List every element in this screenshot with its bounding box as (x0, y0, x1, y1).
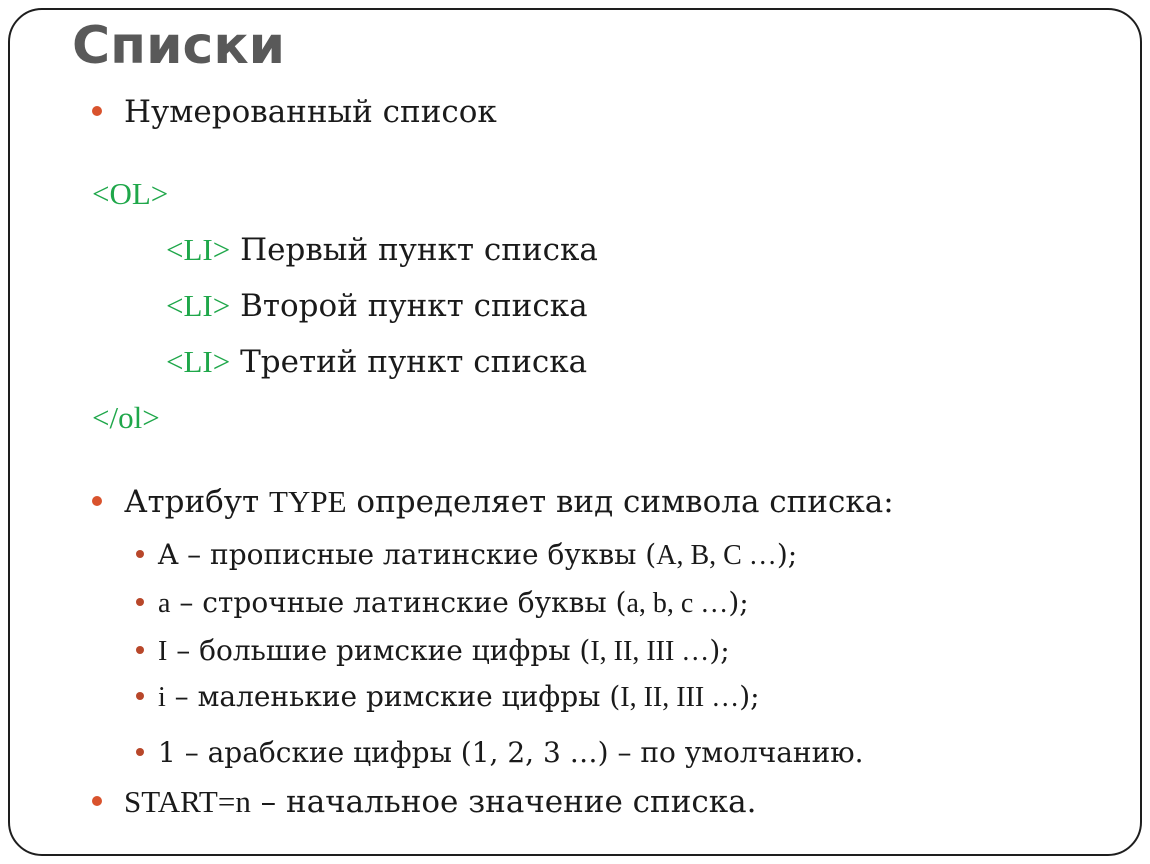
dash: – (170, 586, 203, 619)
attr-start: START=n (124, 784, 251, 819)
type-key: i (158, 682, 166, 713)
li-text: Второй пункт списка (230, 288, 588, 324)
dash: – (167, 634, 200, 667)
subitem-end: ); (776, 538, 798, 571)
dash: – (178, 538, 211, 571)
slide-title: Списки (72, 16, 286, 76)
subitem-text: строчные латинские буквы ( (202, 586, 627, 619)
bullet-text: Атрибут (124, 484, 270, 520)
bullet-start-attribute (92, 784, 756, 820)
example: I, II, III … (590, 636, 710, 667)
bullet-text: определяет вид символа списка: (346, 484, 894, 520)
slide-frame (8, 8, 1142, 856)
subitem-text: 1 – арабские цифры (1, 2, 3 …) – по умолчанию. (158, 736, 864, 769)
tag-li: <LI> (166, 344, 231, 379)
code-li-item (166, 232, 598, 268)
li-text: Третий пункт списка (230, 344, 588, 380)
subitem-end: ); (728, 586, 749, 619)
type-key: A (158, 538, 179, 571)
subitem-end: ); (709, 634, 730, 667)
tag-ol-open: <OL> (92, 176, 169, 211)
bullet-dot-icon (136, 748, 144, 756)
tag-li: <LI> (166, 288, 231, 323)
subitem-text: маленькие римские цифры ( (197, 680, 621, 713)
subitem-text: большие римские цифры ( (199, 634, 591, 667)
type-key: I (158, 636, 168, 667)
subitem-type-a (136, 586, 749, 620)
code-li-item (166, 288, 588, 324)
subitem-text: прописные латинские буквы ( (210, 538, 657, 571)
subitem-type-I (136, 634, 730, 668)
bullet-text: Нумерованный список (124, 94, 497, 130)
subitem-type-A (136, 538, 797, 572)
example: I, II, III … (620, 682, 740, 713)
type-key: a (158, 588, 171, 619)
bullet-dot-icon (136, 598, 144, 606)
bullet-dot-icon (136, 646, 144, 654)
attr-type: TYPE (269, 484, 347, 519)
bullet-dot-icon (136, 692, 144, 700)
bullet-dot-icon (92, 106, 102, 116)
tag-ol-close: </ol> (92, 400, 160, 435)
subitem-type-i (136, 680, 760, 714)
dash: – (165, 680, 198, 713)
li-text: Первый пункт списка (230, 232, 598, 268)
bullet-text: – начальное значение списка. (250, 784, 757, 820)
code-open-tag (92, 176, 168, 212)
subitem-type-1 (136, 736, 864, 769)
bullet-numbered-list (92, 94, 497, 130)
bullet-dot-icon (136, 550, 144, 558)
code-close-tag (92, 400, 160, 436)
tag-li: <LI> (166, 232, 231, 267)
example: a, b, c … (626, 588, 729, 619)
bullet-type-attribute (92, 484, 894, 520)
code-li-item (166, 344, 587, 380)
bullet-dot-icon (92, 796, 102, 806)
subitem-end: ); (739, 680, 760, 713)
example: A, B, C … (656, 540, 777, 571)
bullet-dot-icon (92, 496, 102, 506)
